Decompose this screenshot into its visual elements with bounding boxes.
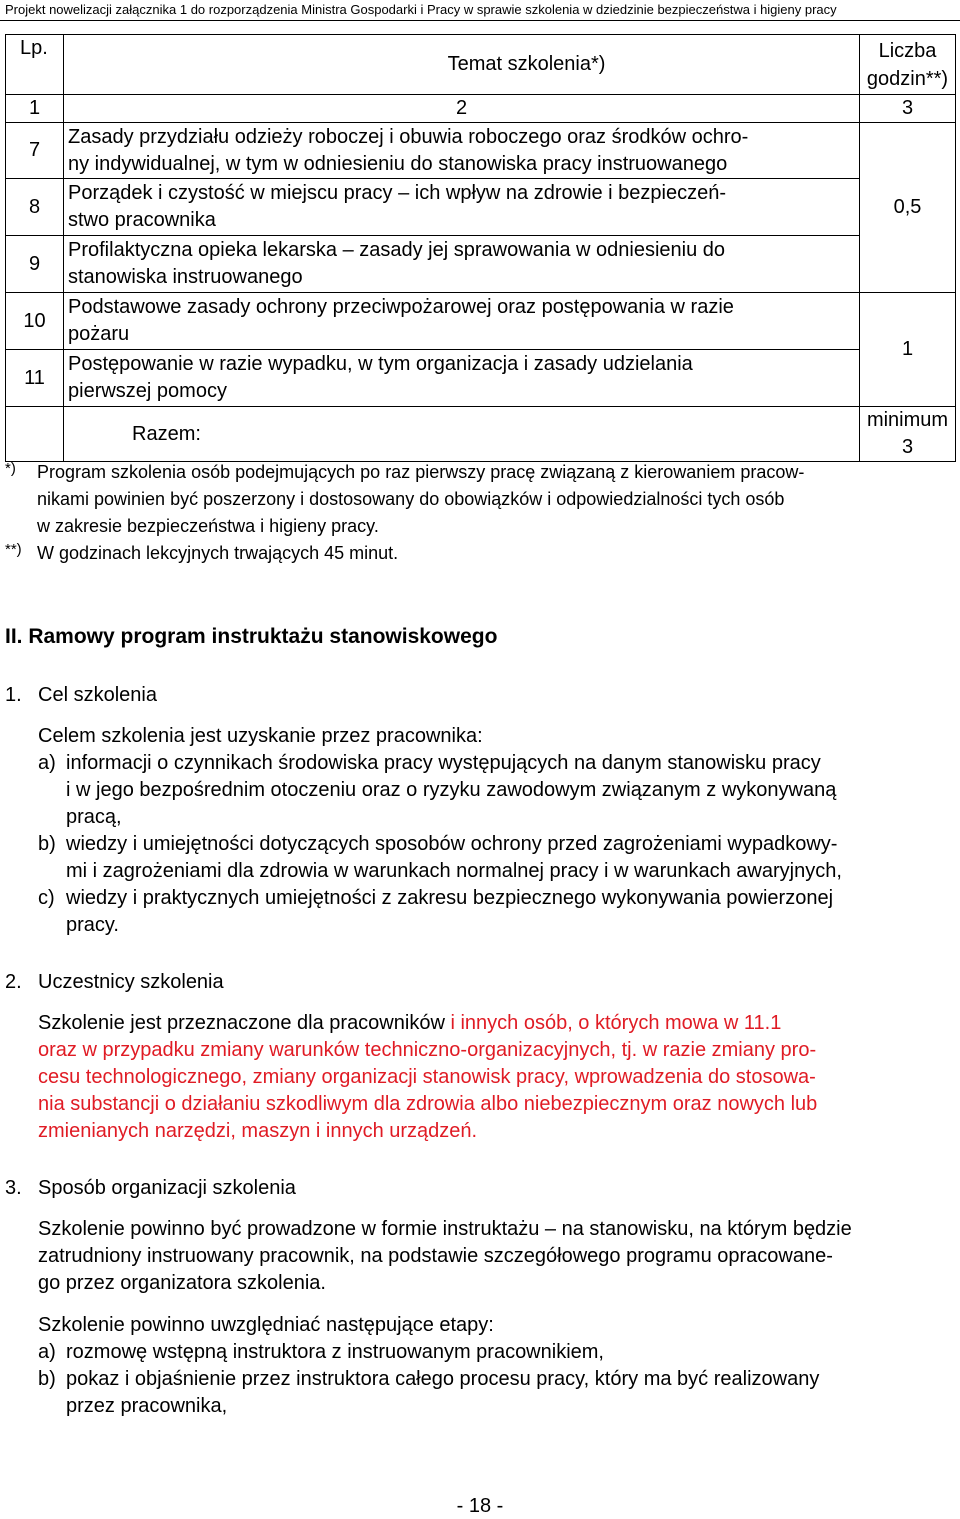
hours-cell: 1 [860, 293, 956, 407]
paragraph-line: go przez organizatora szkolenia. [38, 1272, 326, 1294]
colnum-2: 2 [64, 95, 860, 123]
list-line: informacji o czynnikach środowiska pracy występujących na danym stanowisku pracy [66, 752, 821, 774]
total-hours-line1: minimum [866, 409, 949, 431]
section-title [5, 682, 956, 709]
paragraph-line: nia substancji o działaniu szkodliwym dla zdrowia albo niebezpiecznym oraz nowych lub [38, 1093, 818, 1115]
list-line: pracy. [66, 914, 119, 936]
row-lp: 10 [6, 293, 64, 350]
footnote-line: Program szkolenia osób podejmujących po raz pierwszy pracę związaną z kierowaniem pracow- [37, 462, 805, 482]
header-topic [64, 35, 860, 95]
colnum-3: 3 [860, 95, 956, 123]
list-line: i w jego bezpośrednim otoczeniu oraz o ryzyku zawodowym związanym z wykonywaną [66, 779, 837, 801]
footnote-mark: **) [5, 541, 22, 558]
section-title-text: Uczestnicy szkolenia [38, 971, 224, 993]
list-line: rozmowę wstępną instruktora z instruowanym pracownikiem, [66, 1341, 604, 1363]
table-row [6, 123, 956, 179]
table-row [6, 179, 956, 236]
list-label: a) [38, 1341, 56, 1363]
section-title [5, 969, 956, 996]
total-hours [860, 407, 956, 462]
colnum-1: 1 [6, 95, 64, 123]
list-line: przez pracownika, [66, 1395, 228, 1417]
row-topic [64, 236, 860, 293]
row-topic-line: Porządek i czystość w miejscu pracy – ich wpływ na zdrowie i bezpieczeń- [68, 182, 727, 204]
row-topic-line: pożaru [68, 323, 130, 345]
footnote-line: W godzinach lekcyjnych trwających 45 minut. [37, 543, 399, 563]
footnote [5, 540, 956, 567]
column-number-row [6, 95, 956, 123]
total-lp-empty [6, 407, 64, 462]
text-run: Szkolenie jest przeznaczone dla pracowników [38, 1012, 451, 1034]
paragraph: Celem szkolenia jest uzyskanie przez pracownika: [38, 725, 483, 747]
table-row [6, 350, 956, 407]
section-2 [5, 969, 956, 1145]
row-topic-line: Zasady przydziału odzieży roboczej i obuwia roboczego oraz środków ochro- [68, 125, 749, 148]
paragraph-line: cesu technologicznego, zmiany organizacji stanowisk pracy, wprowadzenia do stosowa- [38, 1066, 816, 1088]
row-topic [64, 123, 860, 179]
list-label: b) [38, 833, 56, 855]
list-item [5, 1366, 956, 1420]
row-topic-line: ny indywidualnej, w tym w odniesieniu do stanowiska pracy instruowanego [68, 152, 728, 175]
section-title [5, 1175, 956, 1202]
section-number: 2. [5, 971, 22, 993]
table-header-row [6, 35, 956, 95]
row-lp: 7 [6, 123, 64, 179]
total-hours-line2: 3 [901, 436, 914, 458]
section-title-text: Cel szkolenia [38, 684, 157, 706]
paragraph-line: zatrudniony instruowany pracownik, na podstawie szczegółowego programu opracowane- [38, 1245, 833, 1267]
header-hours-line1: Liczba [878, 39, 937, 62]
row-topic [64, 350, 860, 407]
list-line: pokaz i objaśnienie przez instruktora całego procesu pracy, który ma być realizowany [66, 1368, 820, 1390]
section-3 [5, 1175, 956, 1420]
list-line: wiedzy i umiejętności dotyczących sposobów ochrony przed zagrożeniami wypadkowy- [66, 833, 838, 855]
hours-cell: 0,5 [860, 123, 956, 293]
section-title-text: Sposób organizacji szkolenia [38, 1177, 296, 1199]
training-program-table [5, 34, 956, 462]
list-label: c) [38, 887, 55, 909]
section-number: 3. [5, 1177, 22, 1199]
list-label: b) [38, 1368, 56, 1390]
row-topic-line: pierwszej pomocy [68, 380, 227, 402]
paragraph-line [38, 1037, 956, 1064]
list-item [5, 831, 956, 885]
table-row [6, 293, 956, 350]
total-label: Razem: [64, 407, 860, 462]
list-item [5, 750, 956, 831]
paragraph-line: zmienianych narzędzi, maszyn i innych urządzeń. [38, 1120, 478, 1142]
header-hours-line2: godzin**) [866, 67, 949, 90]
paragraph-line [38, 1010, 956, 1037]
footnote [5, 459, 956, 540]
row-topic-line: stanowiska instruowanego [68, 266, 303, 288]
header-hours [860, 35, 956, 95]
list-line: mi i zagrożeniami dla zdrowia w warunkach normalnej pracy i w warunkach awaryjnych, [66, 860, 842, 882]
row-topic [64, 293, 860, 350]
row-topic-line: stwo pracownika [68, 209, 216, 231]
list-label: a) [38, 752, 56, 774]
list-line: wiedzy i praktycznych umiejętności z zakresu bezpiecznego wykonywania powierzonej [66, 887, 834, 909]
footnote-line: nikami powinien być poszerzony i dostosowany do obowiązków i odpowiedzialności tych osób [37, 489, 785, 509]
footnotes [5, 459, 956, 567]
footnote-line: w zakresie bezpieczeństwa i higieny pracy. [37, 516, 379, 536]
paragraph [5, 1216, 956, 1297]
list-item [5, 1339, 956, 1366]
page-number: - 18 - [456, 1495, 504, 1517]
row-topic-line: Profilaktyczna opieka lekarska – zasady jej sprawowania w odniesieniu do [68, 239, 726, 261]
paragraph: Szkolenie powinno uwzględniać następujące etapy: [38, 1314, 494, 1336]
list-item [5, 885, 956, 939]
header-lp: Lp. [6, 35, 64, 95]
header-topic-text: Temat szkolenia*) [447, 53, 606, 75]
text-run-red: i innych osób, o których mowa w 11.1 [450, 1012, 782, 1034]
row-topic [64, 179, 860, 236]
running-header: Projekt nowelizacji załącznika 1 do rozporządzenia Ministra Gospodarki i Pracy w sprawie szkolenia w dziedzinie bezpieczeństwa i higieny pracy [0, 0, 960, 21]
text-run-red: oraz w przypadku zmiany warunków techniczno-organizacyjnych, tj. [38, 1039, 643, 1061]
row-lp: 11 [6, 350, 64, 407]
section-1 [5, 682, 956, 939]
row-lp: 8 [6, 179, 64, 236]
list-line: pracą, [66, 806, 122, 828]
row-topic-line: Podstawowe zasady ochrony przeciwpożarowej oraz postępowania w razie [68, 296, 734, 318]
row-topic-line: Postępowanie w razie wypadku, w tym organizacja i zasady udzielania [68, 353, 693, 375]
footnote-mark: *) [5, 460, 16, 477]
section-number: 1. [5, 684, 22, 706]
paragraph [5, 1010, 956, 1145]
row-lp: 9 [6, 236, 64, 293]
section-heading: II. Ramowy program instruktażu stanowiskowego [5, 625, 498, 648]
paragraph-line: Szkolenie powinno być prowadzone w formie instruktażu – na stanowisku, na którym będzie [38, 1218, 852, 1240]
text-run-red: w razie zmiany pro- [642, 1039, 817, 1061]
total-row [6, 407, 956, 462]
table-row [6, 236, 956, 293]
